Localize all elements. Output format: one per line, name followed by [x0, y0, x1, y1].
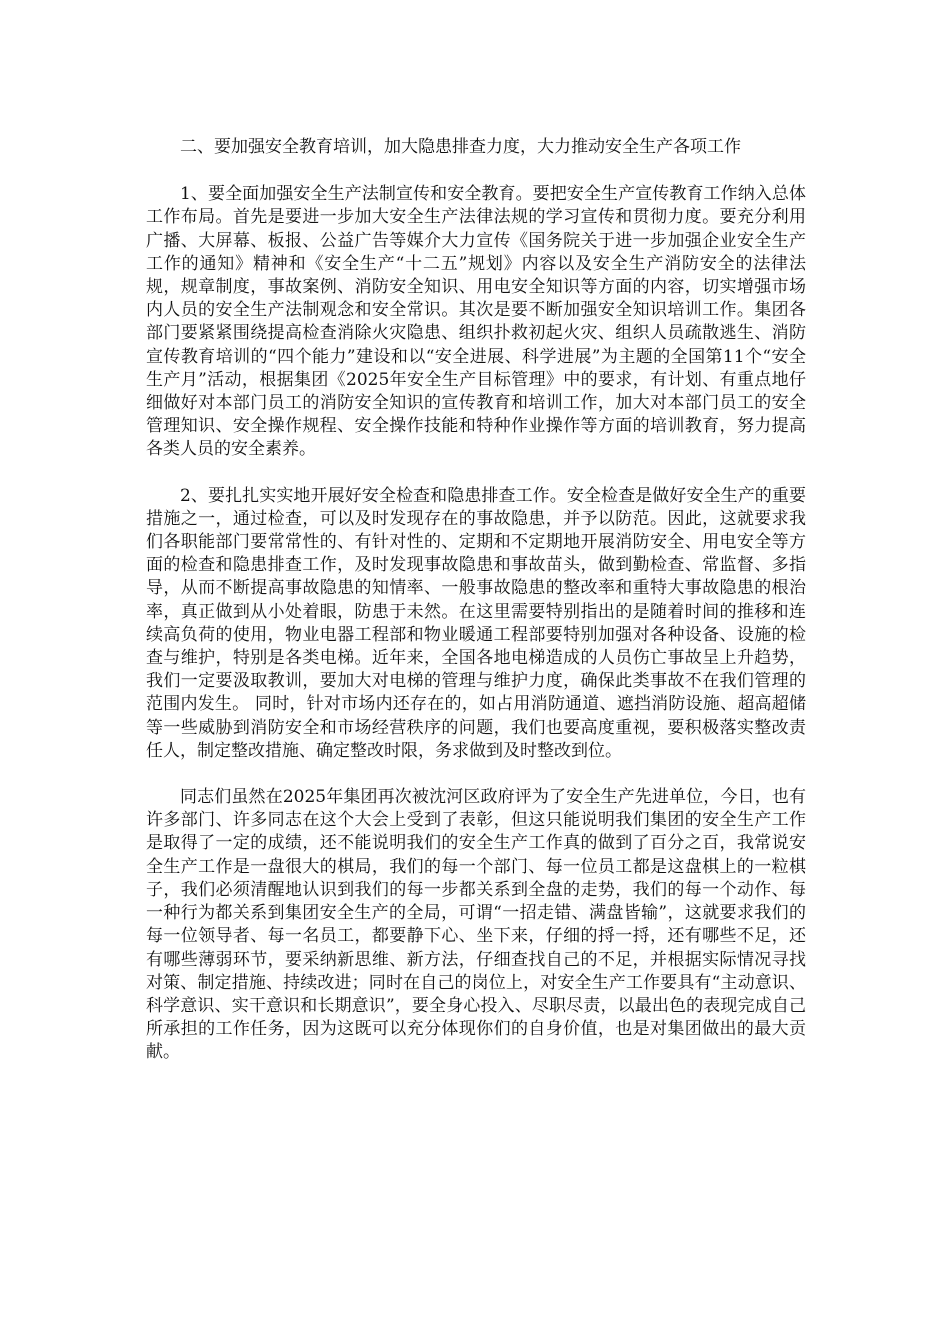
paragraph-3: 同志们虽然在2025年集团再次被沈河区政府评为了安全生产先进单位，今日，也有许多部门、许多同志在这个大会上受到了表彰，但这只能说明我们集团的安全生产工作是取得了一定的成绩，还不能说明我们的安全生产工作真的做到了百分之百，我常说安全生产工作是一盘很大的棋局，我们的每一个部门、每一位员工都是这盘棋上的一粒棋子，我们必须清醒地认识到我们的每一步都关系到全盘的走势，我们的每一个动作、每一种行为都关系到集团安全生产的全局，可谓“一招走错、满盘皆输”，这就要求我们的每一位领导者、每一名员工，都要静下心、坐下来，仔细的捋一捋，还有哪些不足，还有哪些薄弱环节，要采纳新思维、新方法，仔细查找自己的不足，并根据实际情况寻找对策、制定措施、持续改进；同时在自己的岗位上，对安全生产工作要具有“主动意识、科学意识、实干意识和长期意识”，要全身心投入、尽职尽责，以最出色的表现完成自己所承担的工作任务，因为这既可以充分体现你们的自身价值，也是对集团做出的最大贡献。 [146, 787, 806, 1063]
document-body [146, 136, 806, 1088]
section-heading: 二、要加强安全教育培训，加大隐患排查力度，大力推动安全生产各项工作 [180, 137, 741, 157]
paragraph-2: 2、要扎扎实实地开展好安全检查和隐患排查工作。安全检查是做好安全生产的重要措施之一，通过检查，可以及时发现存在的事故隐患，并予以防范。因此，这就要求我们各职能部门要常常性的、有针对性的、定期和不定期地开展消防安全、用电安全等方面的检查和隐患排查工作，及时发现事故隐患和事故苗头，做到勤检查、常监督、多指导，从而不断提高事故隐患的知情率、一般事故隐患的整改率和重特大事故隐患的根治率，真正做到从小处着眼，防患于未然。在这里需要特别指出的是随着时间的推移和连续高负荷的使用，物业电器工程部和物业暖通工程部要特别加强对各种设备、设施的检查与维护，特别是各类电梯。近年来，全国各地电梯造成的人员伤亡事故呈上升趋势，我们一定要汲取教训，要加大对电梯的管理与维护力度，确保此类事故不在我们管理的范围内发生。 同时，针对市场内还存在的，如占用消防通道、遮挡消防设施、超高超储等一些威胁到消防安全和市场经营秩序的问题，我们也要高度重视，要积极落实整改责任人，制定整改措施、确定整改时限，务求做到及时整改到位。 [146, 485, 806, 761]
paragraph-1: 1、要全面加强安全生产法制宣传和安全教育。要把安全生产宣传教育工作纳入总体工作布局。首先是要进一步加大安全生产法律法规的学习宣传和贯彻力度。要充分利用广播、大屏幕、板报、公益广告等媒介大力宣传《国务院关于进一步加强企业安全生产工作的通知》精神和《安全生产“十二五”规划》内容以及安全生产消防安全的法律法规，规章制度，事故案例、消防安全知识、用电安全知识等方面的内容，切实增强市场内人员的安全生产法制观念和安全常识。其次是要不断加强安全知识培训工作。集团各部门要紧紧围绕提高检查消除火灾隐患、组织扑救初起火灾、组织人员疏散逃生、消防宣传教育培训的“四个能力”建设和以“安全进展、科学进展”为主题的全国第11个“安全生产月”活动，根据集团《2025年安全生产目标管理》中的要求，有计划、有重点地仔细做好对本部门员工的消防安全知识的宣传教育和培训工作，加大对本部门员工的安全管理知识、安全操作规程、安全操作技能和特种作业操作等方面的培训教育，努力提高各类人员的安全素养。 [146, 184, 806, 460]
